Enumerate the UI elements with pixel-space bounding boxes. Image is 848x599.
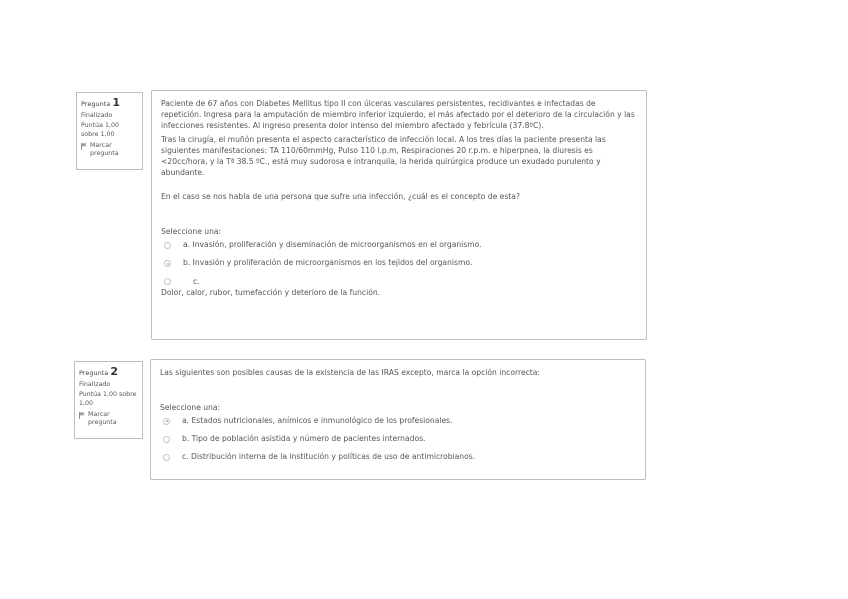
answer-text: Estados nutricionales, anímicos e inmunológico de los profesionales. bbox=[191, 415, 453, 425]
question-number: Pregunta 1 bbox=[81, 96, 120, 109]
answer-letter: a. bbox=[182, 415, 190, 425]
answer-letter: a. bbox=[183, 240, 191, 250]
question-status: Finalizado bbox=[79, 381, 111, 389]
select-label: Seleccione una: bbox=[161, 227, 222, 237]
select-label: Seleccione una: bbox=[160, 402, 221, 412]
answer-letter: c. bbox=[182, 451, 189, 461]
radio-button[interactable] bbox=[163, 436, 170, 443]
radio-button[interactable] bbox=[164, 242, 171, 249]
question-info bbox=[76, 92, 143, 170]
answer-list bbox=[161, 240, 637, 298]
flag-icon bbox=[81, 143, 87, 150]
flag-question-button[interactable]: Marcar pregunta bbox=[81, 142, 138, 158]
answer-option-a[interactable] bbox=[160, 416, 636, 434]
question-status: Finalizado bbox=[81, 112, 113, 120]
flag-icon bbox=[79, 412, 85, 419]
question-content bbox=[150, 359, 646, 480]
question-paragraph: Tras la cirugía, el muñón presenta el aspecto característico de infección local. A los tres días la paciente presenta las siguientes manifestaciones: TA 110/60mmHg, Pulso 110 l.p.m, Respiraciones 20 r.p.m. e hiperpnea, la diuresis es <20cc/hora, y la Tª 38.5 ºC., está muy sudorosa e intranquila, la herida quirúrgica produce un exudado purulento y abundante. bbox=[161, 135, 606, 177]
answer-text: Invasión, proliferación y diseminación de microorganismos en el organismo. bbox=[192, 240, 482, 250]
answer-letter: c. bbox=[193, 277, 200, 287]
answer-option-b[interactable] bbox=[161, 258, 637, 276]
radio-button-selected[interactable] bbox=[164, 260, 171, 267]
answer-text: Tipo de población asistida y número de pacientes internados. bbox=[191, 433, 426, 443]
flag-question-button[interactable]: Marcar pregunta bbox=[79, 411, 138, 427]
radio-button-selected[interactable] bbox=[163, 418, 170, 425]
radio-button[interactable] bbox=[164, 278, 171, 285]
answer-text: Dolor, calor, rubor, tumefacción y deterioro de la función. bbox=[161, 288, 381, 298]
radio-button[interactable] bbox=[163, 454, 170, 461]
answer-text: Invasión y proliferación de microorganismos en los tejidos del organismo. bbox=[192, 258, 473, 268]
question-number: Pregunta 2 bbox=[79, 365, 118, 378]
answer-option-a[interactable] bbox=[161, 240, 637, 258]
answer-option-c[interactable] bbox=[161, 276, 637, 298]
question-score: Puntúa 1,00 sobre 1,00 bbox=[79, 391, 137, 407]
answer-option-b[interactable] bbox=[160, 434, 636, 452]
question-info bbox=[74, 361, 143, 439]
question-paragraph: Paciente de 67 años con Diabetes Mellitus tipo II con úlceras vasculares persistentes, recidivantes e infectadas de repetición. Ingresa para la amputación de miembro inferior izquierdo, el más afectado por el deterioro de la circulación y las infecciones resistentes. Al ingreso presenta dolor intenso del miembro afectado y febrícula (37.8ºC). bbox=[161, 99, 635, 130]
answer-option-c[interactable] bbox=[160, 452, 636, 470]
answer-list bbox=[160, 416, 636, 470]
question-text: En el caso se nos habla de una persona que sufre una infección, ¿cuál es el concepto de esta? bbox=[161, 192, 520, 202]
question-text: Las siguientes son posibles causas de la existencia de las IRAS excepto, marca la opción incorrecta: bbox=[160, 368, 540, 377]
question-content bbox=[151, 90, 647, 340]
answer-text: Distribución interna de la institución y políticas de uso de antimicrobianos. bbox=[191, 451, 476, 461]
question-score: Puntúa 1,00 sobre 1,00 bbox=[81, 122, 120, 138]
answer-letter: b. bbox=[183, 258, 191, 268]
answer-letter: b. bbox=[182, 433, 190, 443]
